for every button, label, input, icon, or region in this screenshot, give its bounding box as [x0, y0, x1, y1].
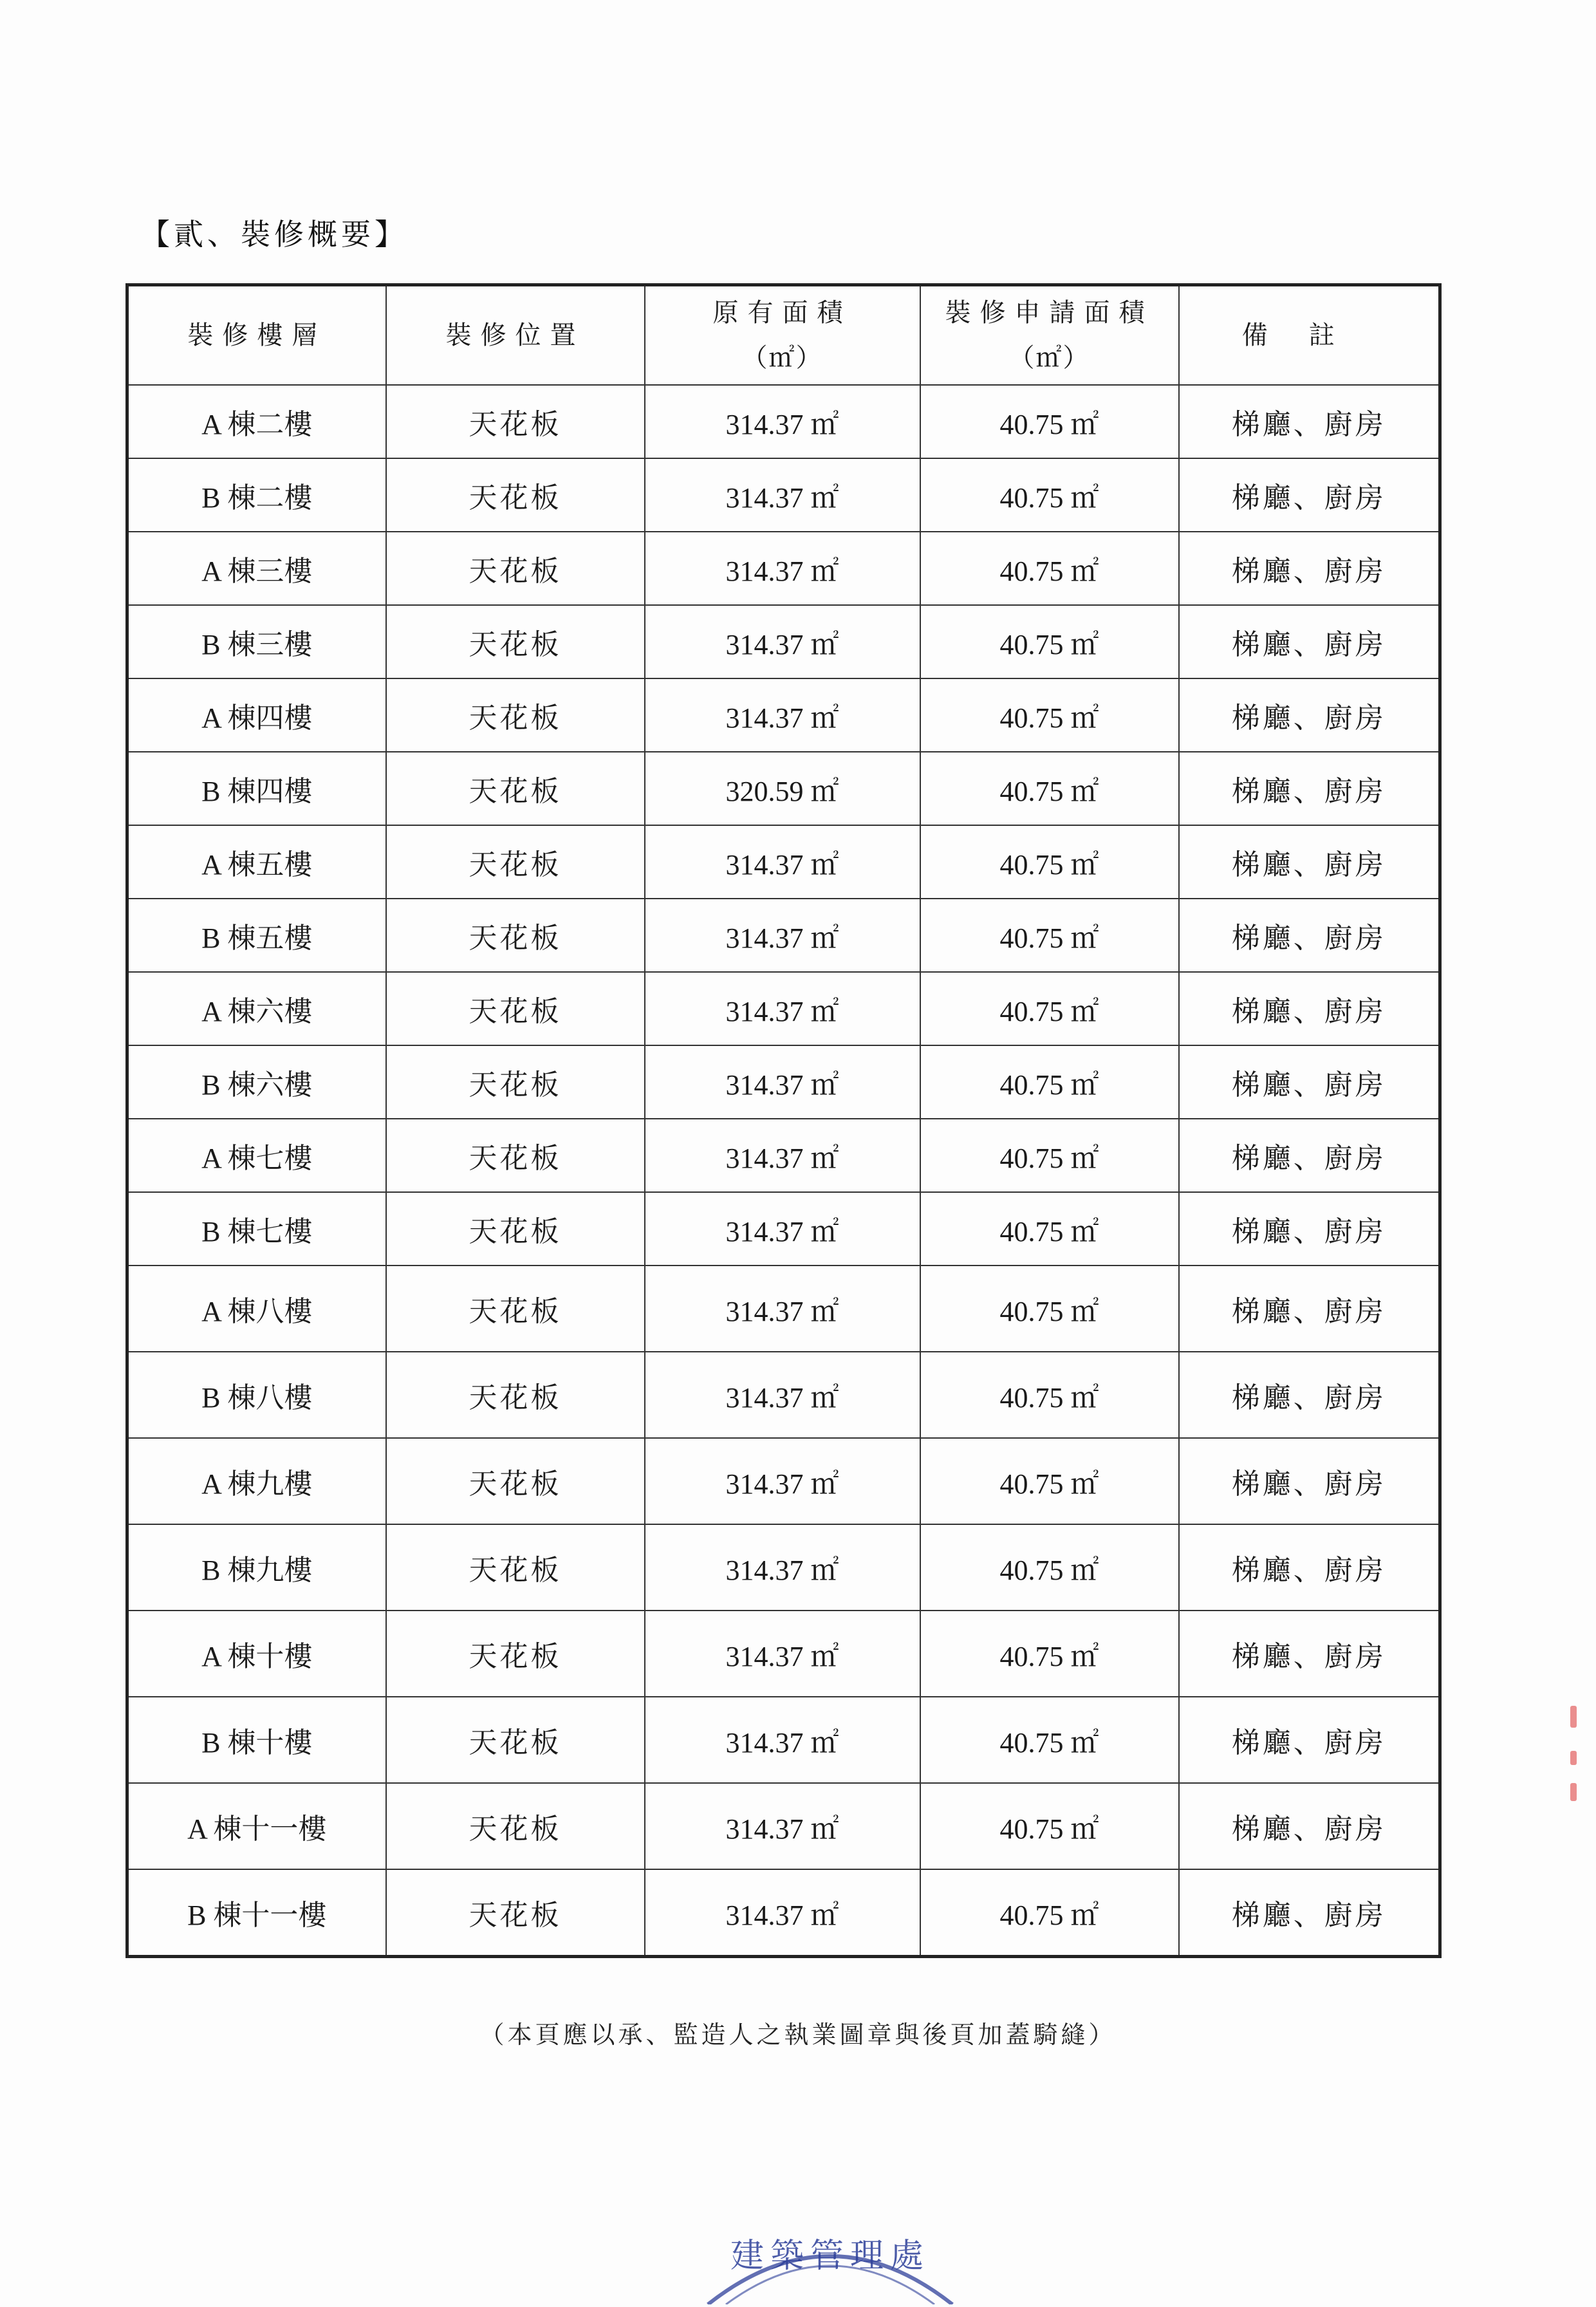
cell-note: 梯廳、廚房 [1179, 899, 1440, 972]
cell-original-area: 314.37 ㎡ [645, 825, 920, 899]
cell-original-area: 314.37 ㎡ [645, 1119, 920, 1192]
cell-original-area: 314.37 ㎡ [645, 1783, 920, 1869]
cell-position: 天花板 [386, 1045, 645, 1119]
header-position: 裝修位置 [386, 285, 645, 386]
cell-original-area: 314.37 ㎡ [645, 1611, 920, 1697]
cell-note: 梯廳、廚房 [1179, 1611, 1440, 1697]
header-applied-area-label: 裝修申請面積 [945, 298, 1154, 328]
cell-applied-area: 40.75 ㎡ [920, 1869, 1179, 1957]
cell-original-area: 314.37 ㎡ [645, 532, 920, 605]
table-row [127, 1524, 1440, 1611]
cell-note: 梯廳、廚房 [1179, 458, 1440, 532]
cell-original-area: 314.37 ㎡ [645, 1869, 920, 1957]
cell-applied-area: 40.75 ㎡ [920, 752, 1179, 825]
cell-floor: A 棟五樓 [127, 825, 386, 899]
section-title: 【貳、裝修概要】 [140, 217, 408, 252]
cell-applied-area: 40.75 ㎡ [920, 972, 1179, 1045]
table-row [127, 899, 1440, 972]
cell-position: 天花板 [386, 1524, 645, 1611]
table-row [127, 752, 1440, 825]
footnote: （本頁應以承、監造人之執業圖章與後頁加蓋騎縫） [479, 2021, 1117, 2049]
header-original-area-label: 原有面積 [712, 298, 852, 328]
table-row [127, 605, 1440, 678]
header-original-area-unit: （㎡） [741, 343, 823, 373]
cell-position: 天花板 [386, 678, 645, 752]
cell-floor: A 棟六樓 [127, 972, 386, 1045]
cell-original-area: 314.37 ㎡ [645, 1192, 920, 1266]
table-row [127, 1352, 1440, 1438]
table-row [127, 532, 1440, 605]
cell-note: 梯廳、廚房 [1179, 1352, 1440, 1438]
cell-original-area: 320.59 ㎡ [645, 752, 920, 825]
cell-position: 天花板 [386, 385, 645, 458]
table-row [127, 1192, 1440, 1266]
cell-original-area: 314.37 ㎡ [645, 1045, 920, 1119]
cell-note: 梯廳、廚房 [1179, 972, 1440, 1045]
cell-position: 天花板 [386, 1869, 645, 1957]
cell-floor: A 棟八樓 [127, 1266, 386, 1352]
cell-original-area: 314.37 ㎡ [645, 458, 920, 532]
cell-position: 天花板 [386, 605, 645, 678]
cell-floor: B 棟十一樓 [127, 1869, 386, 1957]
cell-applied-area: 40.75 ㎡ [920, 1438, 1179, 1524]
cell-position: 天花板 [386, 825, 645, 899]
cell-position: 天花板 [386, 1119, 645, 1192]
seal-text: 建築管理處 [730, 2237, 930, 2275]
edge-stamp-mark [1570, 1783, 1577, 1801]
header-floor: 裝修樓層 [127, 285, 386, 386]
table-header-row [127, 285, 1440, 386]
cell-floor: A 棟三樓 [127, 532, 386, 605]
cell-note: 梯廳、廚房 [1179, 825, 1440, 899]
cell-floor: B 棟六樓 [127, 1045, 386, 1119]
cell-position: 天花板 [386, 899, 645, 972]
header-applied-area-unit: （㎡） [1008, 343, 1090, 373]
table-row [127, 385, 1440, 458]
cell-original-area: 314.37 ㎡ [645, 899, 920, 972]
cell-applied-area: 40.75 ㎡ [920, 899, 1179, 972]
cell-note: 梯廳、廚房 [1179, 1119, 1440, 1192]
cell-floor: A 棟十樓 [127, 1611, 386, 1697]
edge-stamp-mark [1570, 1706, 1577, 1728]
cell-original-area: 314.37 ㎡ [645, 385, 920, 458]
cell-applied-area: 40.75 ㎡ [920, 458, 1179, 532]
cell-position: 天花板 [386, 1192, 645, 1266]
header-applied-area [920, 285, 1179, 386]
table-row [127, 1611, 1440, 1697]
cell-floor: A 棟四樓 [127, 678, 386, 752]
cell-note: 梯廳、廚房 [1179, 1192, 1440, 1266]
table-row [127, 678, 1440, 752]
cell-applied-area: 40.75 ㎡ [920, 1611, 1179, 1697]
table-row [127, 1697, 1440, 1783]
cell-floor: A 棟二樓 [127, 385, 386, 458]
cell-applied-area: 40.75 ㎡ [920, 1524, 1179, 1611]
cell-position: 天花板 [386, 972, 645, 1045]
cell-applied-area: 40.75 ㎡ [920, 825, 1179, 899]
table-row [127, 1266, 1440, 1352]
cell-applied-area: 40.75 ㎡ [920, 385, 1179, 458]
header-note: 備註 [1179, 285, 1440, 386]
cell-original-area: 314.37 ㎡ [645, 678, 920, 752]
cell-original-area: 314.37 ㎡ [645, 1438, 920, 1524]
cell-applied-area: 40.75 ㎡ [920, 1266, 1179, 1352]
cell-floor: A 棟七樓 [127, 1119, 386, 1192]
cell-original-area: 314.37 ㎡ [645, 1352, 920, 1438]
cell-note: 梯廳、廚房 [1179, 752, 1440, 825]
cell-position: 天花板 [386, 752, 645, 825]
cell-note: 梯廳、廚房 [1179, 1266, 1440, 1352]
cell-note: 梯廳、廚房 [1179, 385, 1440, 458]
table-row [127, 1045, 1440, 1119]
table-row [127, 1119, 1440, 1192]
cell-applied-area: 40.75 ㎡ [920, 1192, 1179, 1266]
cell-floor: B 棟七樓 [127, 1192, 386, 1266]
cell-position: 天花板 [386, 1438, 645, 1524]
cell-position: 天花板 [386, 1611, 645, 1697]
cell-floor: B 棟八樓 [127, 1352, 386, 1438]
table-row [127, 458, 1440, 532]
edge-stamp-mark [1570, 1751, 1577, 1765]
cell-note: 梯廳、廚房 [1179, 532, 1440, 605]
cell-position: 天花板 [386, 1266, 645, 1352]
cell-note: 梯廳、廚房 [1179, 1783, 1440, 1869]
cell-position: 天花板 [386, 1697, 645, 1783]
cell-applied-area: 40.75 ㎡ [920, 532, 1179, 605]
table-row [127, 1869, 1440, 1957]
cell-position: 天花板 [386, 532, 645, 605]
cell-floor: B 棟三樓 [127, 605, 386, 678]
renovation-summary-table [125, 283, 1442, 1958]
cell-floor: A 棟十一樓 [127, 1783, 386, 1869]
table-row [127, 825, 1440, 899]
cell-applied-area: 40.75 ㎡ [920, 1352, 1179, 1438]
cell-floor: B 棟五樓 [127, 899, 386, 972]
cell-floor: A 棟九樓 [127, 1438, 386, 1524]
cell-original-area: 314.37 ㎡ [645, 605, 920, 678]
cell-floor: B 棟四樓 [127, 752, 386, 825]
cell-note: 梯廳、廚房 [1179, 605, 1440, 678]
cell-position: 天花板 [386, 1352, 645, 1438]
cell-applied-area: 40.75 ㎡ [920, 1697, 1179, 1783]
cell-applied-area: 40.75 ㎡ [920, 678, 1179, 752]
table-row [127, 972, 1440, 1045]
cell-floor: B 棟十樓 [127, 1697, 386, 1783]
cell-note: 梯廳、廚房 [1179, 1524, 1440, 1611]
cell-applied-area: 40.75 ㎡ [920, 1045, 1179, 1119]
cell-applied-area: 40.75 ㎡ [920, 1119, 1179, 1192]
table-row [127, 1783, 1440, 1869]
cell-note: 梯廳、廚房 [1179, 1438, 1440, 1524]
cell-note: 梯廳、廚房 [1179, 678, 1440, 752]
cell-note: 梯廳、廚房 [1179, 1045, 1440, 1119]
cell-note: 梯廳、廚房 [1179, 1869, 1440, 1957]
cell-original-area: 314.37 ㎡ [645, 1697, 920, 1783]
cell-original-area: 314.37 ㎡ [645, 1524, 920, 1611]
cell-original-area: 314.37 ㎡ [645, 972, 920, 1045]
cell-floor: B 棟九樓 [127, 1524, 386, 1611]
cell-position: 天花板 [386, 1783, 645, 1869]
cell-floor: B 棟二樓 [127, 458, 386, 532]
table-row [127, 1438, 1440, 1524]
cell-position: 天花板 [386, 458, 645, 532]
cell-applied-area: 40.75 ㎡ [920, 1783, 1179, 1869]
cell-applied-area: 40.75 ㎡ [920, 605, 1179, 678]
cell-original-area: 314.37 ㎡ [645, 1266, 920, 1352]
header-original-area [645, 285, 920, 386]
seal-stamp [695, 2214, 965, 2304]
cell-note: 梯廳、廚房 [1179, 1697, 1440, 1783]
